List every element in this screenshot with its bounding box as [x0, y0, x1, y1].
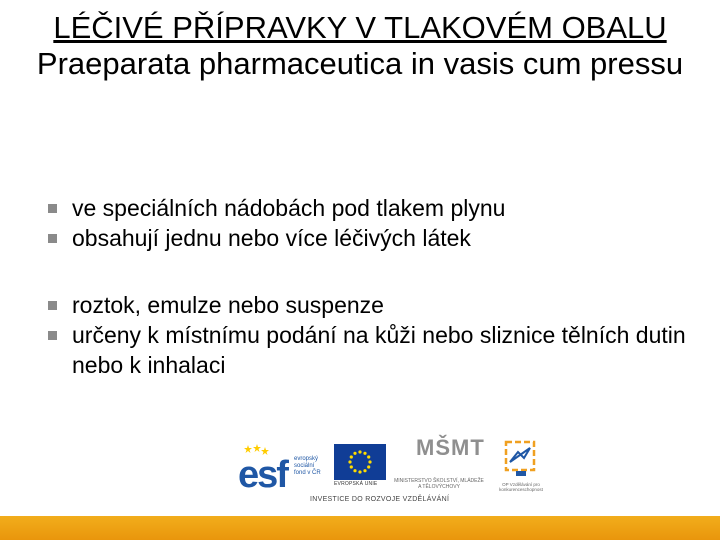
square-bullet-icon — [48, 331, 57, 340]
square-bullet-icon — [48, 301, 57, 310]
title-subtitle: Praeparata pharmaceutica in vasis cum pressu — [36, 46, 684, 81]
msmt-mark: MŠMT — [416, 435, 485, 460]
bullet-item — [48, 193, 688, 223]
bullet-item — [48, 223, 688, 253]
title-heading: LÉČIVÉ PŘÍPRAVKY V TLAKOVÉM OBALU — [53, 10, 667, 45]
bullet-text: roztok, emulze nebo suspenze — [72, 292, 384, 318]
bullet-item — [48, 290, 688, 320]
bullet-list-2 — [48, 290, 688, 380]
msmt-logo — [394, 435, 485, 492]
bullet-text: obsahují jednu nebo více léčivých látek — [72, 225, 471, 251]
eu-caption: EVROPSKÁ UNIE — [334, 481, 378, 487]
esf-wordmark: esf — [238, 454, 287, 496]
bullet-item — [48, 320, 688, 380]
msmt-caption: MINISTERSTVO ŠKOLSTVÍ, MLÁDEŽE A TĚLOVÝCHOVY — [394, 478, 484, 490]
eu-flag-icon — [334, 444, 386, 480]
square-bullet-icon — [48, 204, 57, 213]
op-logo — [492, 438, 550, 492]
esf-logo — [238, 444, 326, 496]
bullet-list-1 — [48, 193, 688, 253]
bullet-text: ve speciálních nádobách pod tlakem plynu — [72, 195, 506, 221]
investment-tagline: INVESTICE DO ROZVOJE VZDĚLÁVÁNÍ — [310, 496, 450, 503]
op-emblem-icon — [492, 438, 550, 480]
funding-logos — [238, 435, 550, 508]
square-bullet-icon — [48, 234, 57, 243]
bullet-text: určeny k místnímu podání na kůži nebo sliznice tělních dutin nebo k inhalaci — [72, 322, 686, 378]
bottom-accent-bar — [0, 516, 720, 540]
slide-title — [20, 10, 700, 82]
op-caption: OP Vzdělávání pro konkurenceschopnost — [499, 482, 543, 492]
esf-caption: evropský sociální fond v ČR — [294, 456, 321, 476]
eu-logo — [334, 444, 388, 490]
